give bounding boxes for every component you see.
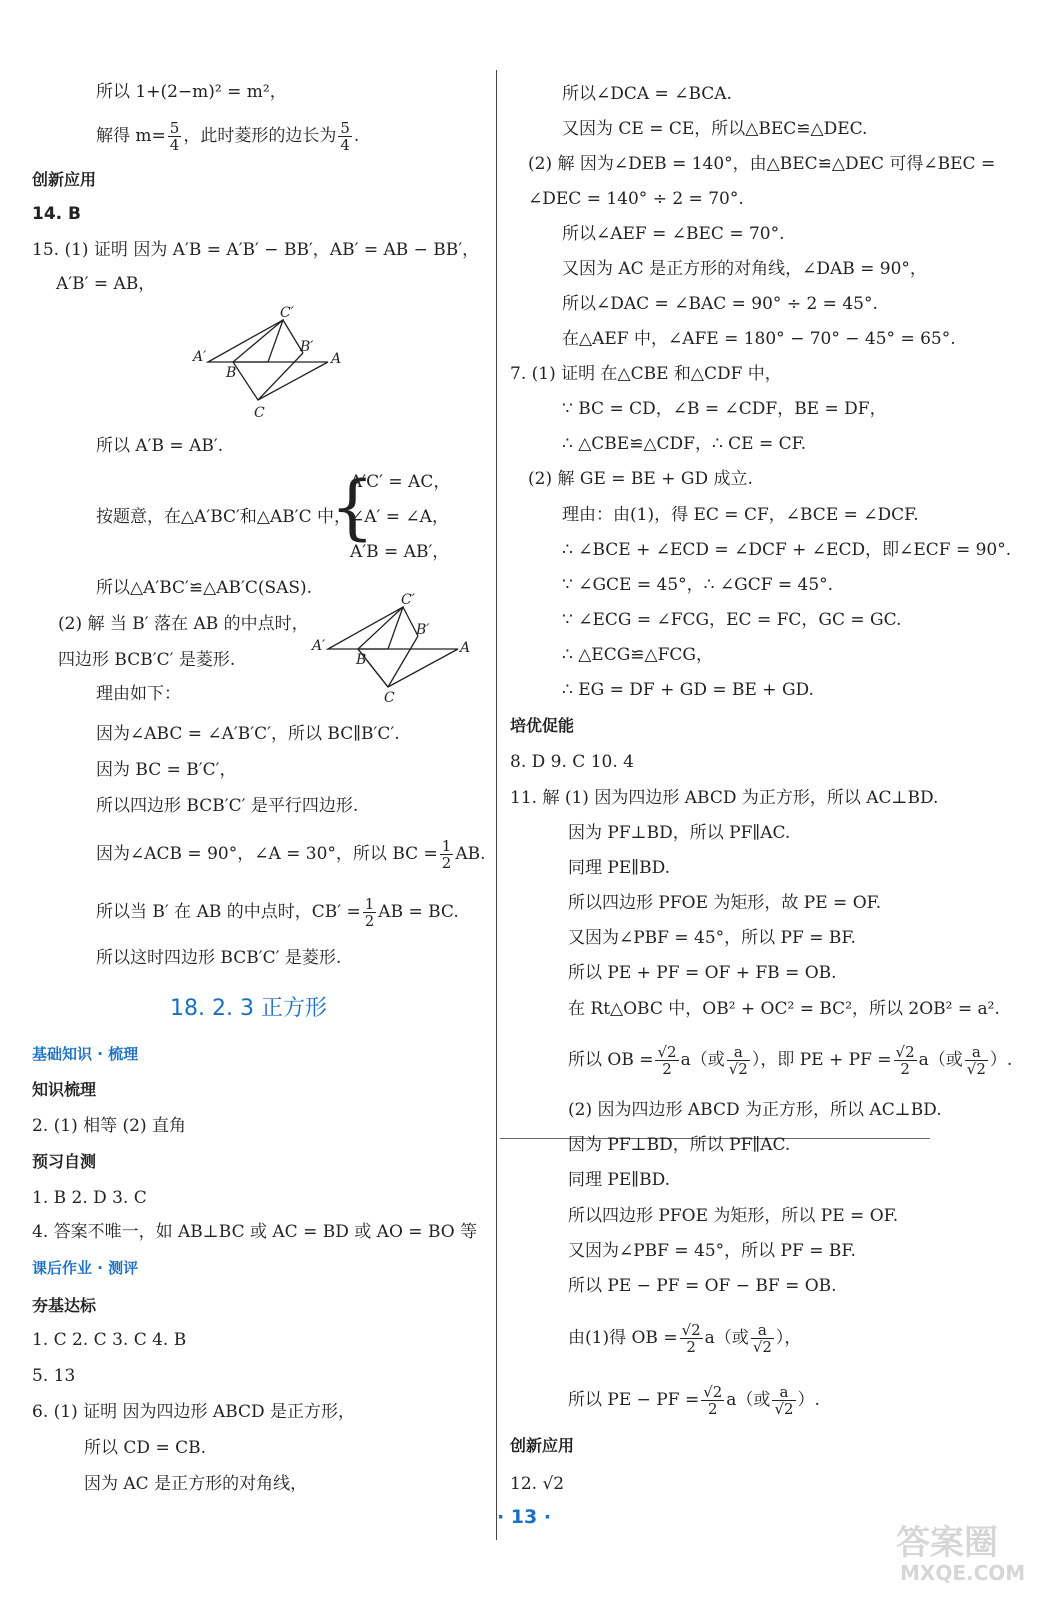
text-line: 15. (1) 证明 因为 A′B = A′B′ − BB′，AB′ = AB − BB′， (32, 240, 480, 260)
text-seg: a（或 (704, 1328, 749, 1348)
brace: { (330, 466, 375, 548)
answer-12: 12. √2 (510, 1474, 565, 1494)
numerator: 5 (169, 119, 180, 137)
heading-chuangxin-2: 创新应用 (510, 1436, 575, 1455)
text-line: 同理 PE∥BD. (568, 858, 671, 878)
label-c-prime: C′ (280, 305, 294, 321)
text-seg: ）. (989, 1050, 1013, 1070)
text-seg: 所以 OB = (568, 1050, 654, 1070)
numerator: 1 (441, 837, 452, 855)
text-line: 所以△A′BC′≌△AB′C(SAS). (96, 578, 313, 598)
denominator: √2 (774, 1400, 794, 1418)
fraction (894, 1044, 917, 1077)
text-line: 又因为∠PBF = 45°，所以 PF = BF. (568, 1241, 856, 1261)
text-seg: 由(1)得 OB = (568, 1328, 678, 1348)
text-line (568, 1322, 801, 1355)
section-title: 18. 2. 3 正方形 (170, 996, 327, 1021)
text-line: 所以 1+(2−m)² = m²， (96, 82, 287, 102)
watermark-text: MXQE.COM (900, 1561, 1026, 1585)
denominator: 2 (662, 1060, 672, 1078)
label-b-prime: B′ (416, 622, 430, 638)
text-line (568, 1044, 1012, 1077)
denominator: √2 (752, 1338, 772, 1356)
text-line: 理由如下： (96, 684, 181, 704)
denominator: 2 (364, 912, 375, 930)
answer-14: 14. B (32, 204, 81, 224)
text-line: 按题意，在△A′BC′和△AB′C 中， (96, 507, 351, 527)
text-seg: 解得 m= (96, 126, 166, 146)
text-line: 所以∠AEF = ∠BEC = 70°. (562, 224, 785, 244)
numerator: √2 (703, 1383, 723, 1401)
text-seg: AB = BC. (378, 902, 459, 922)
text-line: 四边形 BCB′C′ 是菱形. (58, 650, 236, 670)
text-seg: 所以当 B′ 在 AB 的中点时，CB′ = (96, 902, 361, 922)
text-line: ∴ △CBE≌△CDF，∴ CE = CF. (562, 434, 807, 454)
denominator: 2 (686, 1338, 696, 1356)
text-seg: ）， (775, 1328, 802, 1348)
label-c: C (384, 690, 395, 706)
text-line: 又因为 CE = CE，所以△BEC≌△DEC. (562, 119, 868, 139)
text-line: 所以四边形 BCB′C′ 是平行四边形. (96, 796, 359, 816)
text-line: (2) 解 GE = BE + GD 成立. (528, 469, 753, 489)
answer-4: 4. 答案不唯一，如 AB⊥BC 或 AC = BD 或 AO = BO 等 (32, 1222, 478, 1242)
numerator: √2 (681, 1321, 701, 1339)
fraction (338, 120, 352, 153)
numerator: a (751, 1322, 774, 1339)
label-b-prime: B′ (300, 339, 314, 355)
denominator: 4 (169, 136, 180, 154)
label-a: A (460, 640, 471, 656)
text-line: 所以 A′B = AB′. (96, 436, 224, 456)
fraction (772, 1384, 795, 1417)
text-line: 11. 解 (1) 因为四边形 ABCD 为正方形，所以 AC⊥BD. (510, 788, 939, 808)
text-line: 因为 PF⊥BD，所以 PF∥AC. (568, 1135, 791, 1155)
numerator: √2 (657, 1043, 677, 1061)
denominator: 4 (340, 136, 350, 154)
text-line: A′C′ = AC， (350, 472, 451, 492)
text-line: 在△AEF 中，∠AFE = 180° − 70° − 45° = 65°. (562, 329, 956, 349)
text-line: 所以∠DAC = ∠BAC = 90° ÷ 2 = 45°. (562, 294, 878, 314)
fraction (680, 1322, 703, 1355)
svg-text:答案圈: 答案圈 (896, 1523, 998, 1563)
text-line: A′B′ = AB， (56, 274, 156, 294)
text-line: ∵ BC = CD，∠B = ∠CDF，BE = DF， (562, 399, 887, 419)
fraction (727, 1044, 750, 1077)
text-seg: 所以 PE − PF = (568, 1390, 700, 1410)
text-line: 又因为∠PBF = 45°，所以 PF = BF. (568, 928, 856, 948)
text-line: 因为 BC = B′C′， (96, 760, 237, 780)
label-b: B (356, 652, 367, 668)
figure-1 (188, 305, 358, 423)
heading-hangji: 夯基达标 (32, 1296, 97, 1315)
text-line: 所以 PE + PF = OF + FB = OB. (568, 963, 837, 983)
text-line: 同理 PE∥BD. (568, 1170, 671, 1190)
text-line: 理由：由(1)，得 EC = CF，∠BCE = ∠DCF. (562, 505, 919, 525)
text-seg: AB. (455, 844, 486, 864)
answer-2: 2. (1) 相等 (2) 直角 (32, 1116, 186, 1136)
text-line: 在 Rt△OBC 中，OB² + OC² = BC²，所以 2OB² = a². (568, 999, 1000, 1019)
text-line (96, 120, 359, 153)
watermark-logo (882, 1514, 1032, 1588)
denominator: 2 (441, 854, 452, 872)
fraction (655, 1044, 678, 1077)
label-c-prime: C′ (401, 592, 415, 608)
text-line: ∵ ∠ECG = ∠FCG，EC = FC，GC = GC. (562, 610, 902, 630)
label-c: C (254, 405, 265, 421)
label-a: A (331, 351, 342, 367)
text-line: 所以四边形 PFOE 为矩形，所以 PE = OF. (568, 1206, 899, 1226)
text-line: 因为∠ABC = ∠A′B′C′，所以 BC∥B′C′. (96, 724, 400, 744)
fraction (440, 838, 454, 871)
answers-b1-4: 1. C 2. C 3. C 4. B (32, 1330, 187, 1350)
text-line: 所以四边形 PFOE 为矩形，故 PE = OF. (568, 893, 882, 913)
text-line (568, 1384, 820, 1417)
denominator: 2 (707, 1400, 718, 1418)
text-seg: a（或 (680, 1050, 725, 1070)
text-line (96, 896, 459, 929)
heading-chuangxin: 创新应用 (32, 170, 97, 189)
text-seg: . (353, 126, 360, 146)
text-line: 所以 PE − PF = OF − BF = OB. (568, 1276, 837, 1296)
text-seg: a（或 (726, 1390, 771, 1410)
section-label-kehou: 课后作业 · 测评 (32, 1259, 139, 1277)
text-line: ∠A′ = ∠A， (350, 507, 449, 527)
numerator: a (965, 1044, 988, 1061)
text-line: ∠DEC = 140° ÷ 2 = 70°. (528, 189, 744, 209)
text-line: 又因为 AC 是正方形的对角线，∠DAB = 90°， (562, 259, 927, 279)
text-line: A′B = AB′， (350, 542, 450, 562)
text-line: (2) 因为四边形 ABCD 为正方形，所以 AC⊥BD. (568, 1100, 942, 1120)
section-label-jichu: 基础知识 · 梳理 (32, 1045, 139, 1063)
numerator: 1 (364, 895, 375, 913)
text-line: 7. (1) 证明 在△CBE 和△CDF 中， (510, 364, 782, 384)
figure-2 (308, 592, 478, 710)
text-line: (2) 解 因为∠DEB = 140°，由△BEC≌△DEC 可得∠BEC = (528, 154, 996, 174)
text-line: ∴ EG = DF + GD = BE + GD. (562, 680, 814, 700)
text-seg: ），即 PE + PF = (751, 1050, 892, 1070)
text-line: 所以 CD = CB. (84, 1438, 206, 1458)
numerator: 5 (340, 119, 350, 137)
heading-zhishi: 知识梳理 (32, 1080, 97, 1099)
fraction (363, 896, 377, 929)
text-seg: ，此时菱形的边长为 (183, 126, 337, 146)
answers-8-10: 8. D 9. C 10. 4 (510, 752, 634, 772)
text-seg: 因为∠ACB = 90°，∠A = 30°，所以 BC = (96, 844, 438, 864)
numerator: a (727, 1044, 750, 1061)
page-number: · 13 · (496, 1506, 552, 1528)
label-a-prime: A′ (312, 638, 326, 654)
text-seg: a（或 (918, 1050, 963, 1070)
answer-5: 5. 13 (32, 1366, 76, 1386)
label-a-prime: A′ (193, 349, 207, 365)
label-b: B (226, 365, 237, 381)
text-line: ∵ ∠GCE = 45°，∴ ∠GCF = 45°. (562, 575, 834, 595)
numerator: a (772, 1384, 795, 1401)
text-line: ∴ △ECG≌△FCG， (562, 645, 713, 665)
fraction (751, 1322, 774, 1355)
text-line: 所以这时四边形 BCB′C′ 是菱形. (96, 948, 342, 968)
fraction (701, 1384, 724, 1417)
denominator: √2 (728, 1060, 748, 1078)
fraction (168, 120, 182, 153)
text-line: 所以∠DCA = ∠BCA. (562, 84, 732, 104)
text-line: 因为 PF⊥BD，所以 PF∥AC. (568, 823, 791, 843)
heading-yuxi: 预习自测 (32, 1152, 97, 1171)
text-line: 6. (1) 证明 因为四边形 ABCD 是正方形， (32, 1402, 356, 1422)
numerator: √2 (895, 1043, 915, 1061)
denominator: 2 (900, 1060, 910, 1078)
text-seg: ）. (797, 1390, 820, 1410)
answers-1-3: 1. B 2. D 3. C (32, 1188, 147, 1208)
text-line (96, 838, 486, 871)
text-line: (2) 解 当 B′ 落在 AB 的中点时， (58, 614, 309, 634)
column-divider (496, 70, 497, 1540)
denominator: √2 (966, 1060, 986, 1078)
fraction (965, 1044, 988, 1077)
heading-peiyou: 培优促能 (510, 716, 575, 735)
text-line: ∴ ∠BCE + ∠ECD = ∠DCF + ∠ECD，即∠ECF = 90°. (562, 540, 1012, 560)
text-line: 因为 AC 是正方形的对角线， (84, 1474, 308, 1494)
